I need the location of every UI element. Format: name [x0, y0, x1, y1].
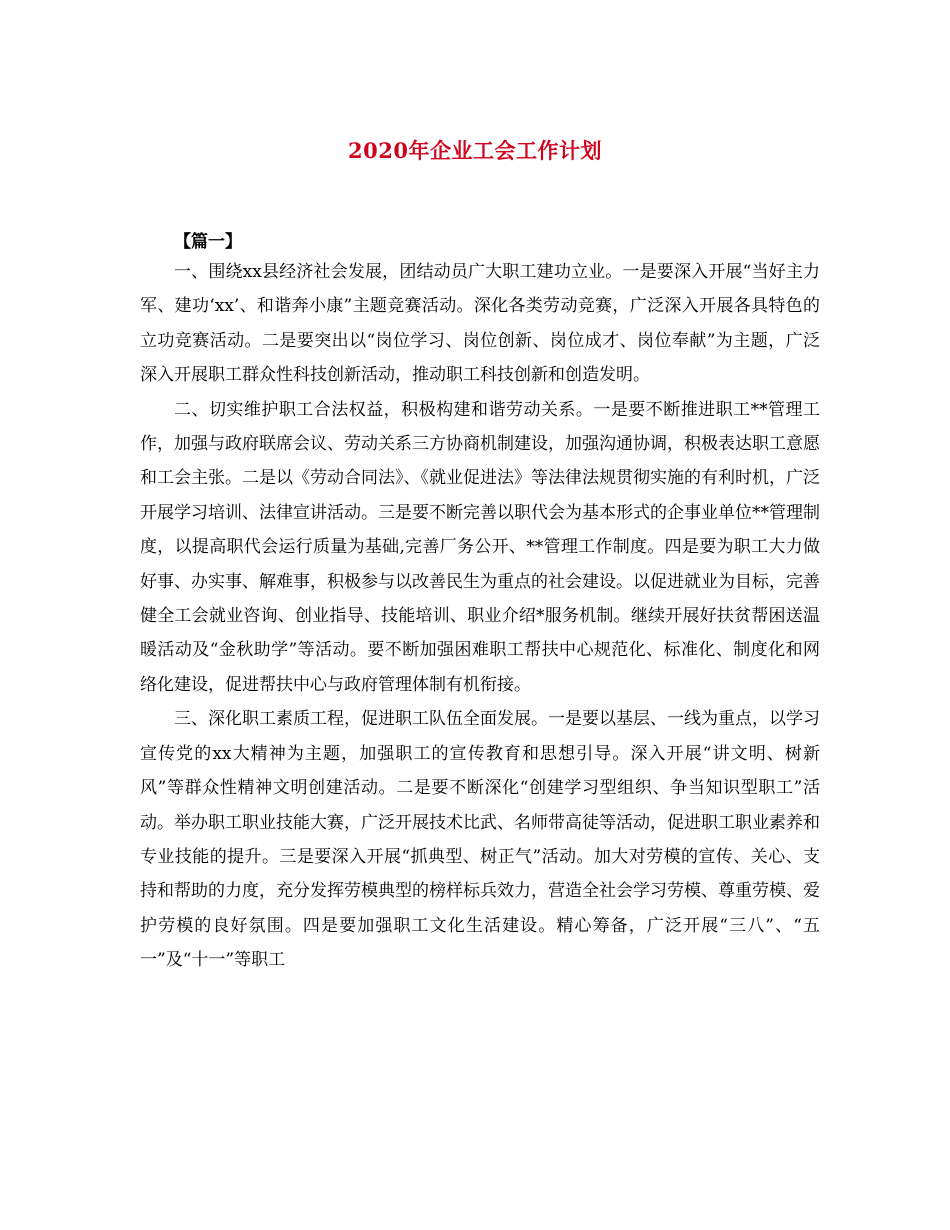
paragraph-3: 三、深化职工素质工程，促进职工队伍全面发展。一是要以基层、一线为重点，以学习宣传党的xx大精神为主题，加强职工的宣传教育和思想引导。深入开展“讲文明、树新风”等群众性精神文明创建活动。二是要不断深化“创建学习型组织、争当知识型职工”活动。举办职工职业技能大赛，广泛开展技术比武、名师带高徒等活动，促进职工职业素养和专业技能的提升。三是要深入开展“抓典型、树正气”活动。加大对劳模的宣传、关心、支持和帮助的力度，充分发挥劳模典型的榜样标兵效力，营造全社会学习劳模、尊重劳模、爱护劳模的良好氛围。四是要加强职工文化生活建设。精心筹备，广泛开展“三八”、“五一”及“十一”等职工: [140, 709, 820, 971]
document-body: [140, 255, 820, 978]
paragraph-2: 二、切实维护职工合法权益，积极构建和谐劳动关系。一是要不断推进职工**管理工作，加强与政府联席会议、劳动关系三方协商机制建设，加强沟通协调，积极表达职工意愿和工会主张。二是以《劳动合同法》、《就业促进法》等法律法规贯彻实施的有利时机，广泛开展学习培训、法律宣讲活动。三是要不断完善以职代会为基本形式的企事业单位**管理制度，以提高职代会运行质量为基础,完善厂务公开、**管理工作制度。四是要为职工大力做好事、办实事、解难事，积极参与以改善民生为重点的社会建设。以促进就业为目标，完善健全工会就业咨询、创业指导、技能培训、职业介绍*服务机制。继续开展好扶贫帮困送温暖活动及“金秋助学”等活动。要不断加强困难职工帮扶中心规范化、标准化、制度化和网络化建设，促进帮扶中心与政府管理体制有机衔接。: [140, 399, 820, 695]
document-title: 2020年企业工会工作计划: [348, 138, 602, 163]
section-label: 【篇一】: [174, 232, 242, 252]
paragraph-1: 一、围绕xx县经济社会发展，团结动员广大职工建功立业。一是要深入开展“当好主力军、建功‘xx’、和谐奔小康”主题竞赛活动。深化各类劳动竞赛，广泛深入开展各具特色的立功竞赛活动。二是要突出以“岗位学习、岗位创新、岗位成才、岗位奉献”为主题，广泛深入开展职工群众性科技创新活动，推动职工科技创新和创造发明。: [140, 262, 820, 386]
